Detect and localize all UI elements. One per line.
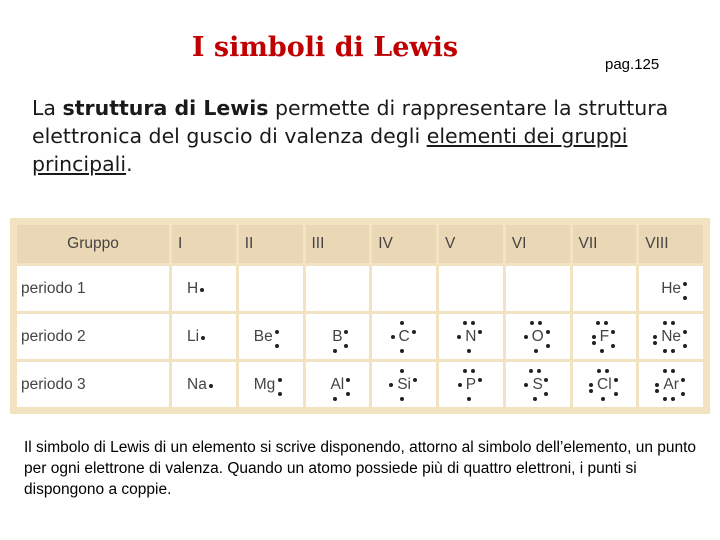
element-symbol: S	[532, 375, 543, 393]
table-cell	[573, 266, 637, 311]
table-body	[17, 266, 703, 407]
lewis-symbol	[245, 327, 282, 347]
electron-dot	[529, 369, 533, 373]
electron-dot	[209, 384, 213, 388]
intro-bold-term: struttura di Lewis	[62, 96, 269, 120]
electron-dot	[544, 378, 548, 382]
lewis-symbol	[652, 327, 690, 347]
table-cell	[372, 266, 436, 311]
electron-dot	[346, 378, 350, 382]
electron-dot	[278, 392, 282, 396]
electron-dot	[589, 389, 593, 393]
slide-title: I simboli di Lewis	[191, 32, 459, 63]
electron-dot	[278, 378, 282, 382]
element-symbol: P	[465, 375, 477, 393]
electron-dot	[663, 321, 667, 325]
electron-dot	[463, 369, 467, 373]
table-cell	[372, 362, 436, 407]
electron-dot	[471, 321, 475, 325]
lewis-symbol	[245, 375, 285, 395]
electron-dot	[275, 344, 279, 348]
electron-dot	[412, 330, 416, 334]
electron-dot	[605, 369, 609, 373]
electron-dot	[333, 349, 337, 353]
element-symbol: H	[187, 279, 199, 297]
table-cell	[439, 314, 503, 359]
table-row	[17, 314, 703, 359]
table-cell	[172, 314, 236, 359]
lewis-symbol	[591, 327, 618, 347]
electron-dot	[681, 392, 685, 396]
electron-dot	[400, 397, 404, 401]
table-cell	[439, 362, 503, 407]
electron-dot	[467, 397, 471, 401]
electron-dot	[592, 335, 596, 339]
electron-dot	[663, 369, 667, 373]
row-label: periodo 3	[17, 362, 169, 407]
lewis-symbol	[654, 375, 688, 395]
element-symbol: B	[332, 327, 343, 345]
electron-dot	[671, 369, 675, 373]
electron-dot	[611, 344, 615, 348]
table-row	[17, 266, 703, 311]
electron-dot	[611, 330, 615, 334]
lewis-symbol	[523, 327, 553, 347]
header-group-VI: VI	[506, 225, 570, 263]
electron-dot	[655, 389, 659, 393]
electron-dot	[655, 383, 659, 387]
header-group-III: III	[306, 225, 370, 263]
table-cell	[172, 266, 236, 311]
table-cell	[639, 362, 703, 407]
element-symbol: Cl	[597, 375, 612, 393]
electron-dot	[671, 349, 675, 353]
electron-dot	[333, 397, 337, 401]
lewis-symbol	[178, 279, 207, 299]
header-gruppo: Gruppo	[17, 225, 169, 263]
electron-dot	[681, 378, 685, 382]
caption-text: Il simbolo di Lewis di un elemento si scrive disponendo, attorno al simbolo dell’elemento, un punto per ogni elettrone di valenza. Quando un atomo possiede più di quattro elettroni, i punti si dispongono a coppie.	[24, 439, 697, 498]
electron-dot	[601, 397, 605, 401]
electron-dot	[663, 349, 667, 353]
element-symbol: Si	[397, 375, 412, 393]
intro-text-3: .	[126, 152, 133, 176]
lewis-symbol	[652, 279, 690, 299]
electron-dot	[534, 349, 538, 353]
electron-dot	[471, 369, 475, 373]
electron-dot	[614, 392, 618, 396]
lewis-symbol	[523, 375, 551, 395]
lewis-symbol	[588, 375, 621, 395]
page-reference: pag.125	[605, 56, 660, 73]
electron-dot	[400, 321, 404, 325]
electron-dot	[546, 330, 550, 334]
header-group-VIII: VIII	[639, 225, 703, 263]
electron-dot	[600, 349, 604, 353]
electron-dot	[346, 392, 350, 396]
header-group-V: V	[439, 225, 503, 263]
lewis-symbol	[178, 327, 208, 347]
table-cell	[639, 266, 703, 311]
electron-dot	[653, 335, 657, 339]
intro-paragraph	[32, 94, 692, 178]
element-symbol: O	[531, 327, 544, 345]
table-cell	[439, 266, 503, 311]
electron-dot	[400, 369, 404, 373]
intro-text-2: permette di rappresentare la struttura elettronica del guscio di valenza degli	[32, 96, 669, 148]
table-row	[17, 362, 703, 407]
lewis-symbol	[457, 375, 485, 395]
lewis-table-frame	[10, 218, 710, 414]
electron-dot	[467, 349, 471, 353]
electron-dot	[275, 330, 279, 334]
electron-dot	[344, 344, 348, 348]
electron-dot	[200, 288, 204, 292]
electron-dot	[537, 369, 541, 373]
electron-dot	[683, 330, 687, 334]
electron-dot	[524, 383, 528, 387]
header-group-I: I	[172, 225, 236, 263]
element-symbol: F	[599, 327, 610, 345]
element-symbol: Be	[253, 327, 273, 345]
element-symbol: Ne	[661, 327, 682, 345]
lewis-symbol	[178, 375, 216, 395]
electron-dot	[614, 378, 618, 382]
electron-dot	[663, 397, 667, 401]
table-cell	[306, 362, 370, 407]
electron-dot	[533, 397, 537, 401]
table-cell	[306, 266, 370, 311]
table-header-row	[17, 225, 703, 263]
electron-dot	[478, 378, 482, 382]
electron-dot	[592, 341, 596, 345]
table-cell	[506, 362, 570, 407]
lewis-symbol	[321, 375, 353, 395]
electron-dot	[671, 321, 675, 325]
header-group-II: II	[239, 225, 303, 263]
electron-dot	[530, 321, 534, 325]
lewis-symbols-table	[14, 222, 706, 410]
electron-dot	[546, 344, 550, 348]
table-cell	[372, 314, 436, 359]
table-cell	[506, 314, 570, 359]
electron-dot	[653, 341, 657, 345]
element-symbol: Ar	[663, 375, 679, 393]
intro-text-1: La	[32, 96, 63, 120]
intro-underlined-term: elementi dei gruppi principali	[32, 124, 628, 176]
table-cell	[239, 362, 303, 407]
electron-dot	[463, 321, 467, 325]
electron-dot	[400, 349, 404, 353]
electron-dot	[478, 330, 482, 334]
electron-dot	[524, 335, 528, 339]
electron-dot	[389, 383, 393, 387]
table-cell	[172, 362, 236, 407]
electron-dot	[457, 335, 461, 339]
element-symbol: He	[661, 279, 682, 297]
lewis-symbol	[323, 327, 351, 347]
table-cell	[573, 314, 637, 359]
table-cell	[573, 362, 637, 407]
element-symbol: Li	[187, 327, 200, 345]
electron-dot	[201, 336, 205, 340]
element-symbol: Al	[330, 375, 345, 393]
electron-dot	[683, 296, 687, 300]
header-group-IV: IV	[372, 225, 436, 263]
electron-dot	[683, 282, 687, 286]
table-cell	[239, 266, 303, 311]
row-label: periodo 2	[17, 314, 169, 359]
element-symbol: N	[465, 327, 477, 345]
lewis-symbol	[390, 327, 419, 347]
row-label: periodo 1	[17, 266, 169, 311]
electron-dot	[604, 321, 608, 325]
table-cell	[239, 314, 303, 359]
electron-dot	[458, 383, 462, 387]
lewis-symbol	[456, 327, 485, 347]
electron-dot	[683, 344, 687, 348]
electron-dot	[413, 378, 417, 382]
electron-dot	[538, 321, 542, 325]
element-symbol: Na	[187, 375, 207, 393]
element-symbol: Mg	[253, 375, 276, 393]
table-cell	[506, 266, 570, 311]
electron-dot	[544, 392, 548, 396]
electron-dot	[589, 383, 593, 387]
electron-dot	[596, 321, 600, 325]
table-cell	[639, 314, 703, 359]
table-cell	[306, 314, 370, 359]
electron-dot	[597, 369, 601, 373]
electron-dot	[344, 330, 348, 334]
header-group-VII: VII	[573, 225, 637, 263]
electron-dot	[391, 335, 395, 339]
electron-dot	[671, 397, 675, 401]
element-symbol: C	[398, 327, 410, 345]
lewis-symbol	[388, 375, 420, 395]
